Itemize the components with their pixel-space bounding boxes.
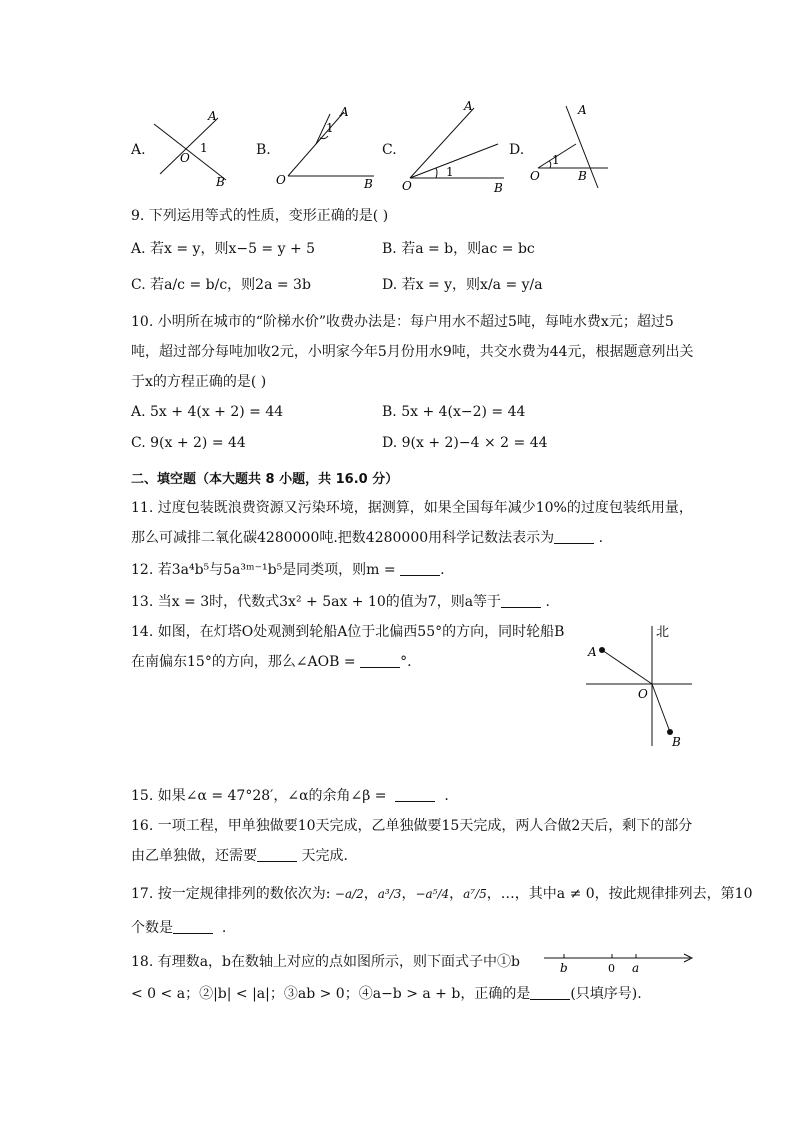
q17-seq-4: a⁷/5 xyxy=(463,887,487,901)
q8c-label-b: B xyxy=(494,181,503,195)
q8d-label-b: B xyxy=(578,169,587,183)
q17-line2 xyxy=(131,918,226,938)
q18-line1: 18. 有理数a，b在数轴上对应的点如图所示，则下面式子中①b xyxy=(131,954,520,970)
q17-line1: 17. 按一定规律排列的数依次为: −a/2，a³/3，−a⁵/4，a⁷/5，…，其中a ≠ 0，按此规律排列去，第10 xyxy=(131,886,753,902)
q18-axis-label-b: b xyxy=(560,961,568,975)
q8d-label-1: 1 xyxy=(552,153,560,167)
q8c-label-o: O xyxy=(402,179,412,193)
q14-label-a: A xyxy=(588,645,597,659)
q10-option-d: D. 9(x + 2)−4 × 2 = 44 xyxy=(382,435,548,451)
q8-option-a-label: A. xyxy=(131,142,146,158)
q17-line1-start: 17. 按一定规律排列的数依次为: xyxy=(131,886,335,902)
q9-stem: 9. 下列运用等式的性质，变形正确的是( ) xyxy=(131,208,389,224)
q8b-label-o: O xyxy=(276,173,286,187)
q9-option-d: D. 若x = y，则x/a = y/a xyxy=(382,277,543,293)
q18-answer-blank[interactable] xyxy=(530,985,570,1000)
q8-figure-b xyxy=(272,100,382,192)
q11-line2 xyxy=(131,528,603,548)
q17-line1-end: ，…，其中a ≠ 0，按此规律排列去，第10 xyxy=(486,886,753,902)
q13-text: 13. 当x = 3时，代数式3x² + 5ax + 10的值为7，则a等于 xyxy=(131,594,502,610)
q14-label-o: O xyxy=(638,687,648,701)
q15-line xyxy=(131,786,449,806)
q11-line1: 11. 过度包装既浪费资源又污染环境，据测算，如果全国每年减少10%的过度包装纸用量， xyxy=(131,500,693,516)
q16-line2-end: 天完成. xyxy=(301,848,348,864)
q16-answer-blank[interactable] xyxy=(257,847,297,862)
q18-axis-label-a: a xyxy=(632,961,640,975)
q8b-label-a: A xyxy=(340,105,349,119)
q9-option-a: A. 若x = y，则x−5 = y + 5 xyxy=(131,241,316,257)
q15-text: 15. 如果∠α = 47°28′，∠α的余角∠β = xyxy=(131,788,387,804)
q10-option-c: C. 9(x + 2) = 44 xyxy=(131,435,246,451)
q17-seq-3: −a⁵/4 xyxy=(415,887,450,901)
q8a-label-b: B xyxy=(216,175,225,189)
q14-line2 xyxy=(131,652,412,672)
q8b-label-b: B xyxy=(364,177,373,191)
q15-end: . xyxy=(444,788,449,804)
q11-line2-text: 那么可减排二氧化碳4280000吨.把数4280000用科学记数法表示为 xyxy=(131,530,555,546)
q17-seq-2: a³/3 xyxy=(377,887,402,901)
q8d-label-o: O xyxy=(530,169,540,183)
q14-end: °. xyxy=(400,654,412,670)
q14-label-b: B xyxy=(672,735,681,749)
q12-text: 12. 若3a⁴b⁵与5a³ᵐ⁻¹b⁵是同类项，则m = xyxy=(131,562,396,578)
q13-end: . xyxy=(545,594,550,610)
q17-line2-end: . xyxy=(221,920,227,936)
q18-axis-label-0: 0 xyxy=(608,962,615,975)
q8a-label-a: A xyxy=(208,109,217,123)
q8-option-b-label: B. xyxy=(256,142,271,158)
q8b-label-1: 1 xyxy=(326,121,334,135)
q12-line xyxy=(131,560,445,580)
q8-figure-d xyxy=(526,100,612,190)
q9-option-c: C. 若a/c = b/c，则2a = 3b xyxy=(131,277,311,293)
q16-line2-text: 由乙单独做，还需要 xyxy=(131,848,257,864)
q10-line2: 吨，超过部分每吨加收2元，小明家今年5月份用水9吨，共交水费为44元，根据题意列出关 xyxy=(131,344,694,360)
q12-answer-blank[interactable] xyxy=(400,561,440,576)
q10-line3: 于x的方程正确的是( ) xyxy=(131,374,267,390)
q18-line2-text: < 0 < a；②|b| < |a|；③ab > 0；④a−b > a + b，正确的是 xyxy=(131,986,531,1002)
q8d-label-a: A xyxy=(578,103,587,117)
q13-answer-blank[interactable] xyxy=(501,593,541,608)
q11-end: . xyxy=(598,530,604,546)
q15-answer-blank[interactable] xyxy=(395,787,435,802)
q8-figure-a xyxy=(148,104,238,190)
q8-option-c-label: C. xyxy=(382,142,397,158)
q16-line1: 16. 一项工程，甲单独做要10天完成，乙单独做要15天完成，两人合做2天后，剩下的部分 xyxy=(131,818,693,834)
q14-label-north: 北 xyxy=(656,625,670,640)
q18-line2-end: (只填序号). xyxy=(570,986,642,1002)
q8a-label-o: O xyxy=(180,151,190,165)
q10-option-b: B. 5x + 4(x−2) = 44 xyxy=(382,404,526,420)
q14-compass-figure xyxy=(582,620,696,750)
q9-option-b: B. 若a = b，则ac = bc xyxy=(382,241,535,257)
section-fill-in-heading: 二、填空题（本大题共 8 小题，共 16.0 分） xyxy=(131,472,399,487)
q8-option-d-label: D. xyxy=(509,142,525,158)
q10-line1: 10. 小明所在城市的“阶梯水价”收费办法是：每户用水不超过5吨，每吨水费x元；超过5 xyxy=(131,314,674,330)
q18-number-line xyxy=(540,946,696,976)
q16-line2 xyxy=(131,846,348,866)
q13-line xyxy=(131,592,550,612)
q10-option-a: A. 5x + 4(x + 2) = 44 xyxy=(131,404,284,420)
q8c-label-1: 1 xyxy=(446,165,454,179)
q12-end: . xyxy=(440,562,445,578)
q17-answer-blank[interactable] xyxy=(173,919,213,934)
q8a-label-1: 1 xyxy=(200,141,208,155)
q8c-label-a: A xyxy=(464,99,473,113)
q14-line1: 14. 如图，在灯塔O处观测到轮船A位于北偏西55°的方向，同时轮船B xyxy=(131,624,565,640)
q11-answer-blank[interactable] xyxy=(554,529,594,544)
q14-answer-blank[interactable] xyxy=(360,653,400,668)
q14-line2-text: 在南偏东15°的方向，那么∠AOB = xyxy=(131,654,356,670)
q17-seq-1: −a/2 xyxy=(334,887,364,901)
q18-line2 xyxy=(131,984,642,1004)
q17-line2-text: 个数是 xyxy=(131,920,173,936)
q8-figure-c xyxy=(398,98,510,196)
